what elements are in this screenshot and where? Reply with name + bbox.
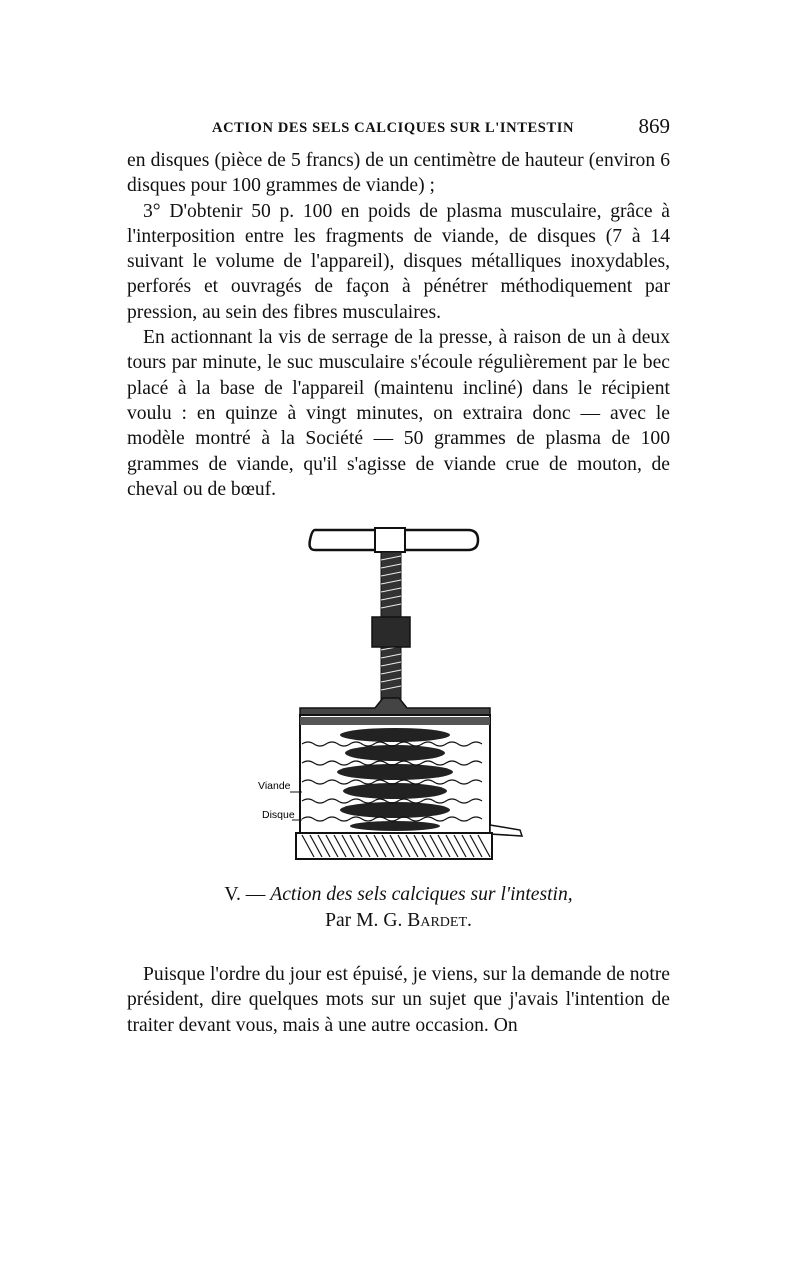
section-title-line bbox=[127, 882, 670, 908]
running-header bbox=[212, 114, 670, 144]
section-title: Action des sels calciques sur l'intestin, bbox=[270, 884, 573, 905]
press-crossbar bbox=[300, 698, 490, 715]
press-spout bbox=[490, 825, 522, 836]
closing-text bbox=[127, 962, 670, 1038]
press-figure bbox=[250, 520, 530, 865]
meat-press-illustration bbox=[250, 520, 530, 865]
press-nut bbox=[372, 617, 410, 647]
handle-hub bbox=[375, 528, 405, 552]
author-name: Bardet. bbox=[407, 910, 472, 931]
label-disque: Disque bbox=[262, 809, 295, 821]
top-plate bbox=[300, 717, 490, 725]
paragraph: 3° D'obtenir 50 p. 100 en poids de plasma musculaire, grâce à l'interposition entre les fragments de viande, de disques (7 à 14 suivant le volume de l'appareil), disques métalliques inoxydables, perforés et ouvragés de façon à pénétrer méthodiquement par pression, au sein des fibres musculaires. bbox=[127, 200, 670, 323]
paragraph: En actionnant la vis de serrage de la presse, à raison de un à deux tours par minute, le suc musculaire s'écoule régulièrement par le bec placé à la base de l'appareil (maintenu incliné) dans le récipient voulu : en quinze à vingt minutes, on extraira donc — avec le modèle montré à la Société — 50 grammes de plasma de 100 grammes de viande, qu'il s'agisse de viande crue de mouton, de cheval ou de bœuf. bbox=[127, 327, 670, 500]
section-heading bbox=[127, 882, 670, 934]
paragraph: en disques (pièce de 5 francs) de un centimètre de hauteur (environ 6 disques pour 100 grammes de viande) ; bbox=[127, 150, 670, 197]
running-title: ACTION DES SELS CALCIQUES SUR L'INTESTIN bbox=[212, 120, 575, 136]
page-number: 869 bbox=[638, 114, 670, 138]
body-text bbox=[127, 148, 670, 502]
label-viande: Viande bbox=[258, 780, 291, 792]
paragraph: Puisque l'ordre du jour est épuisé, je viens, sur la demande de notre président, dire quelques mots sur un sujet que j'avais l'intention de traiter devant vous, mais à une autre occasion. On bbox=[127, 964, 670, 1036]
author-prefix: Par M. G. bbox=[325, 910, 403, 931]
section-number: V. — bbox=[224, 884, 266, 905]
author-line bbox=[127, 908, 670, 934]
